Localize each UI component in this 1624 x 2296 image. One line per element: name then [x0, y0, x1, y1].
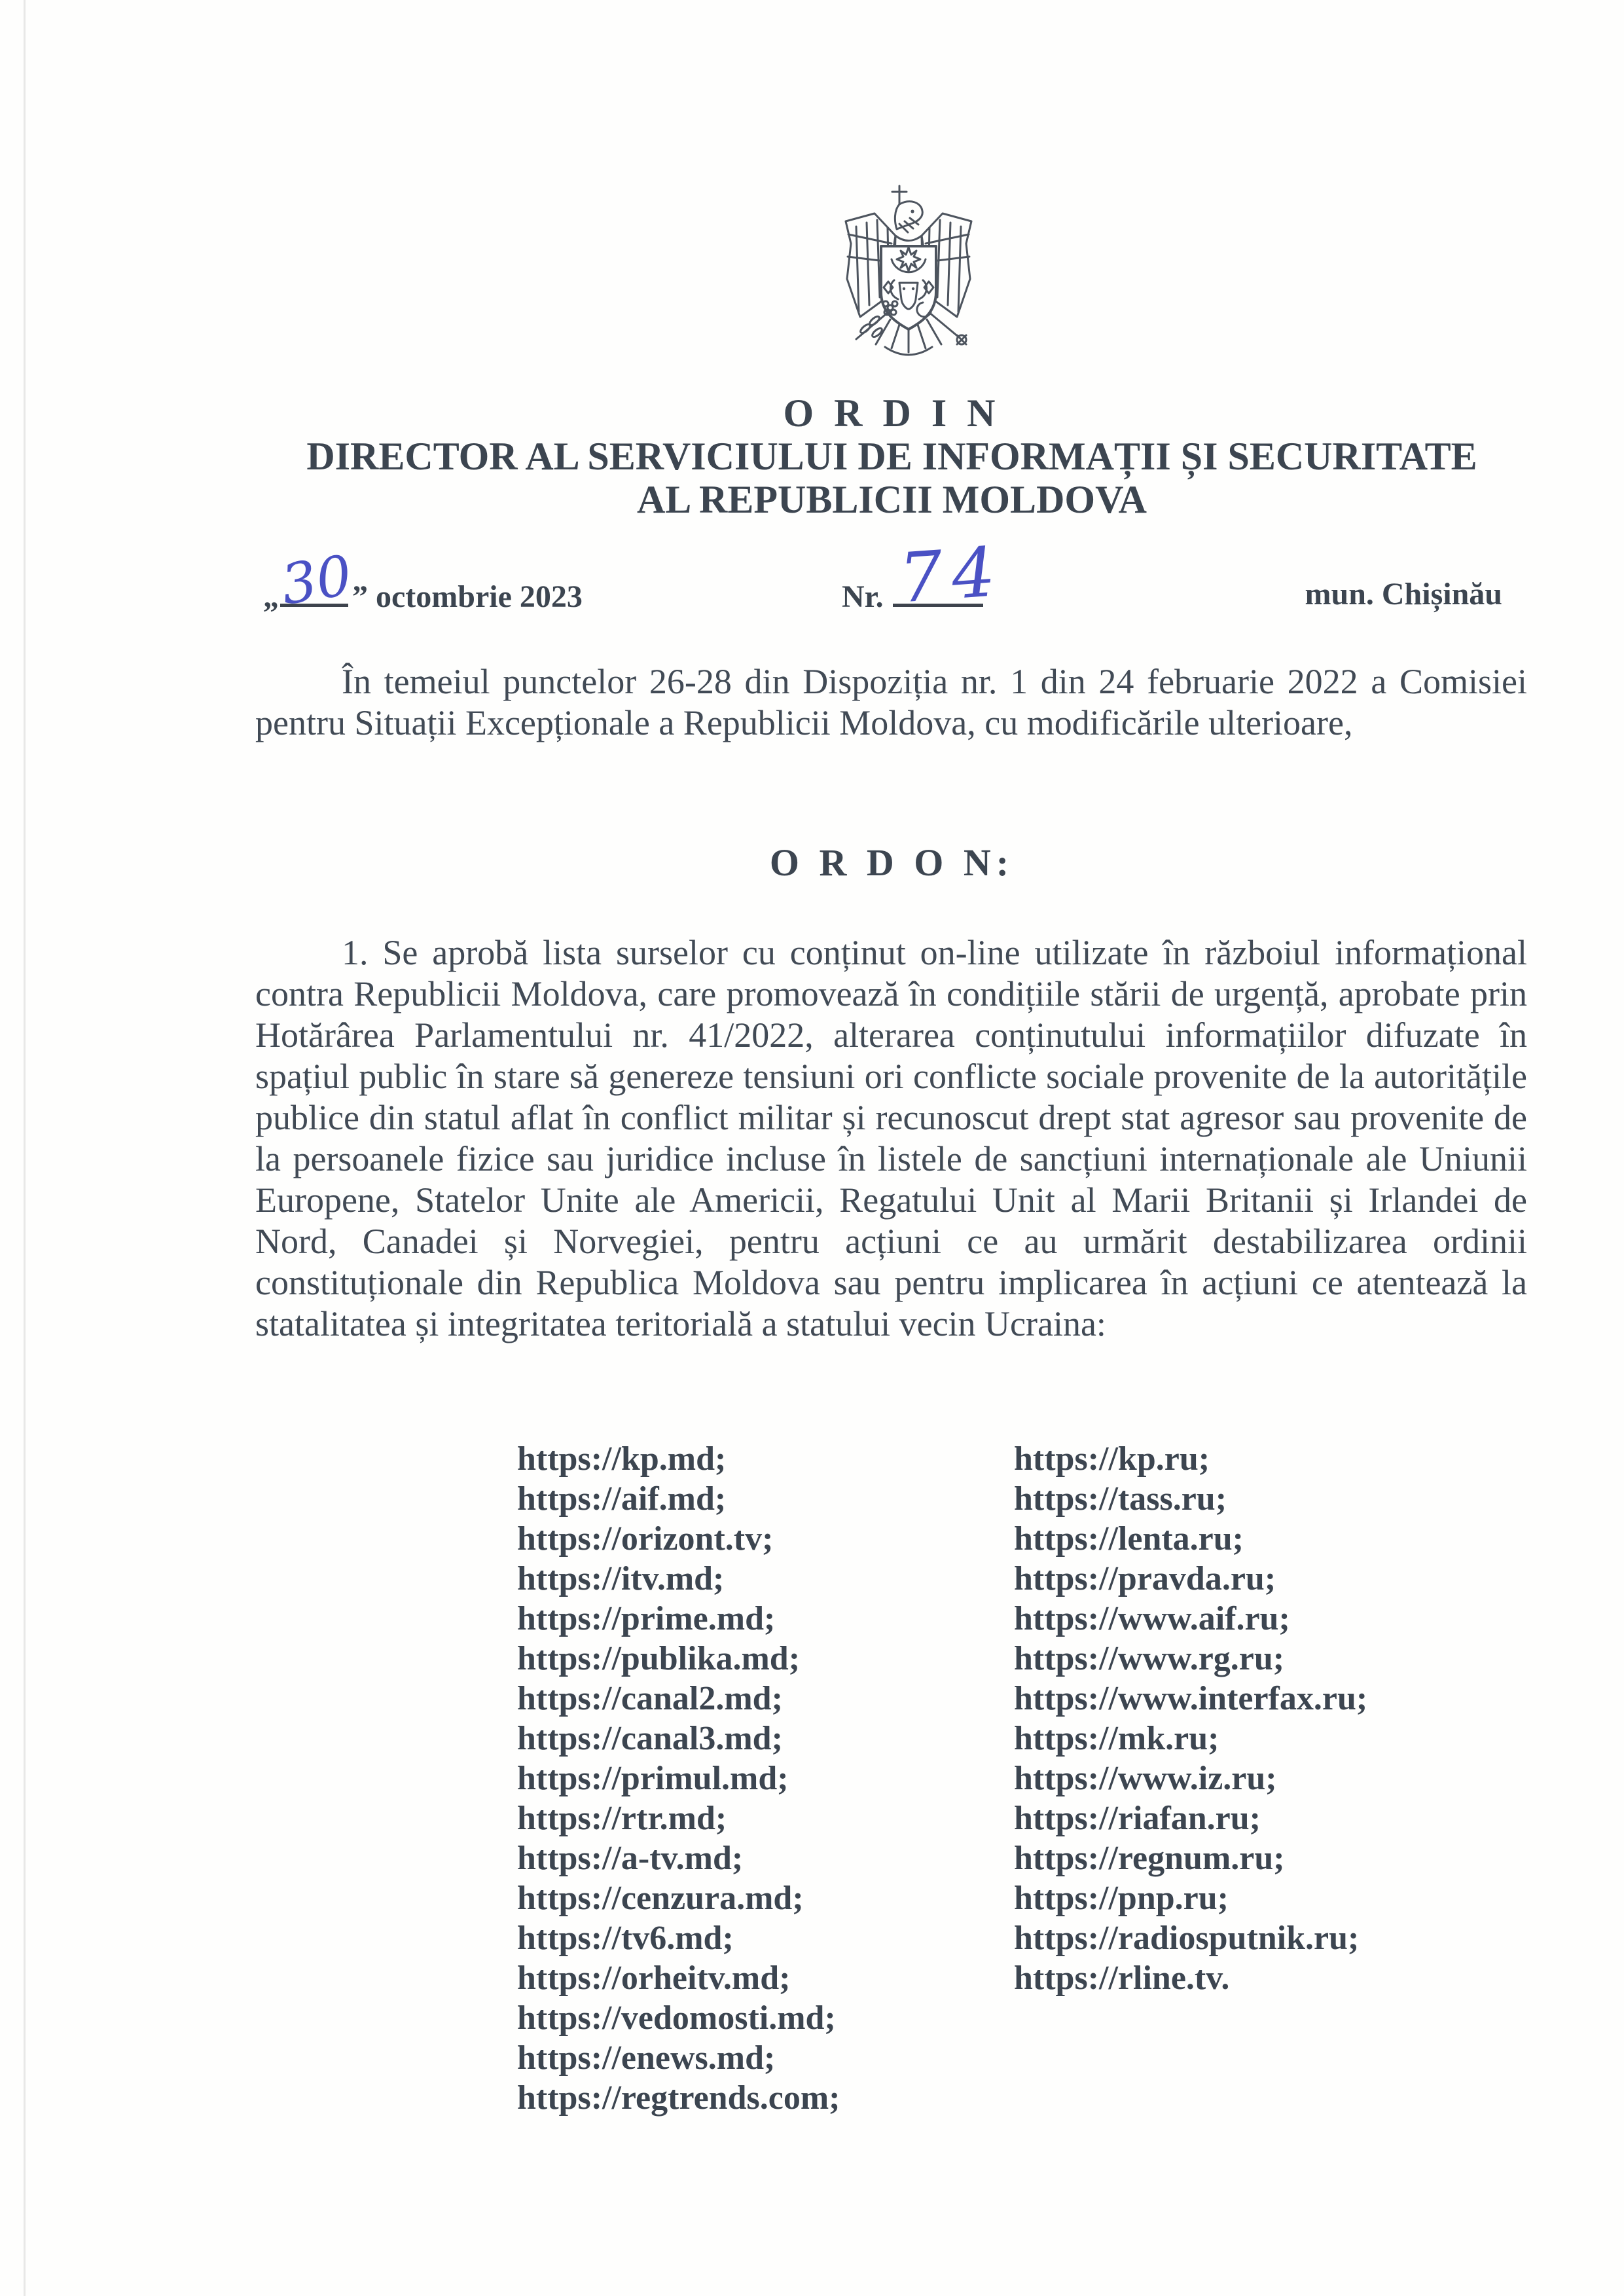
source-url: https://tass.ru; [1014, 1480, 1227, 1518]
source-url: https://prime.md; [517, 1600, 776, 1637]
source-url: https://canal2.md; [517, 1680, 783, 1717]
source-url: https://www.iz.ru; [1014, 1760, 1277, 1797]
source-url: https://www.interfax.ru; [1014, 1680, 1368, 1717]
moldova-coat-of-arms-icon [826, 182, 991, 357]
source-url: https://lenta.ru; [1014, 1520, 1244, 1558]
source-url: https://enews.md; [517, 2039, 776, 2077]
source-url: https://radiosputnik.ru; [1014, 1920, 1360, 1957]
source-url: https://orheitv.md; [517, 1959, 791, 1997]
source-url: https://www.aif.ru; [1014, 1600, 1290, 1637]
source-url: https://cenzura.md; [517, 1880, 804, 1917]
day-close-quote: ” [352, 579, 368, 614]
source-url: https://aif.md; [517, 1480, 727, 1518]
source-url: https://pnp.ru; [1014, 1880, 1229, 1917]
institution-title-line2: AL REPUBLICII MOLDOVA [636, 478, 1147, 521]
handwritten-number: 74 [896, 531, 1007, 619]
source-url: https://rtr.md; [517, 1800, 727, 1837]
date-field [263, 543, 583, 617]
place-label: mun. Chișinău [1305, 577, 1502, 611]
day-blank-line [276, 543, 356, 617]
source-url: https://regnum.ru; [1014, 1840, 1285, 1877]
day-open-quote: „ [263, 579, 279, 614]
document-heading [255, 392, 1528, 521]
sources-list-right [1014, 1439, 1367, 1998]
handwritten-day: 30 [276, 543, 356, 617]
source-url: https://www.rg.ru; [1014, 1640, 1285, 1677]
source-url: https://a-tv.md; [517, 1840, 744, 1877]
source-url: https://itv.md; [517, 1560, 725, 1597]
source-url: https://mk.ru; [1014, 1720, 1219, 1757]
source-url: https://rline.tv. [1014, 1959, 1230, 1997]
number-blank-line [893, 531, 1007, 619]
meta-row [255, 531, 1528, 619]
preamble-paragraph: În temeiul punctelor 26-28 din Dispoziția nr. 1 din 24 februarie 2022 a Comisiei pentru Situații Excepționale a Republicii Moldova, cu modificările ulterioare, [255, 662, 1527, 742]
source-url: https://riafan.ru; [1014, 1800, 1261, 1837]
source-url: https://regtrends.com; [517, 2079, 840, 2117]
institution-title-line1: DIRECTOR AL SERVICIULUI DE INFORMAȚII ȘI SECURITATE [306, 435, 1477, 478]
sources-list-left [517, 1439, 840, 2118]
source-url: https://kp.ru; [1014, 1440, 1210, 1478]
source-url: https://kp.md; [517, 1440, 727, 1478]
source-url: https://tv6.md; [517, 1920, 734, 1957]
article-1-paragraph: 1. Se aprobă lista surselor cu conținut on-line utilizate în războiul informațional contra Republicii Moldova, care promovează în condițiile stării de urgență, aprobate prin Hotărârea Parlamentului nr. 41/2022, alterarea conținutului informațiilor difuzate în spațiul public în stare să genereze tensiuni ori conflicte sociale provenite de la autoritățile publice din statul aflat în conflict militar și recunoscut drept stat agresor sau provenite de la persoanele fizice sau juridice incluse în listele de sancțiuni internaționale ale Uniunii Europene, Statelor Unite ale Americii, Regatului Unit al Marii Britanii și Irlandei de Nord, Canadei și Norvegiei, pentru acțiuni ce au urmărit destabilizarea ordinii constituționale din Republica Moldova sau pentru implicarea în acțiuni ce atentează la statalitatea și integritatea teritorială a statului vecin Ucraina: [255, 933, 1527, 1343]
source-url: https://publika.md; [517, 1640, 801, 1677]
source-url: https://primul.md; [517, 1760, 789, 1797]
order-title: O R D I N [783, 392, 1001, 435]
ordon-heading: O R D O N: [769, 841, 1015, 884]
source-url: https://vedomosti.md; [517, 1999, 836, 2037]
source-url: https://pravda.ru; [1014, 1560, 1276, 1597]
scan-edge-artifact [24, 0, 26, 2296]
source-url: https://canal3.md; [517, 1720, 783, 1757]
number-label: Nr. [842, 579, 884, 614]
source-url: https://orizont.tv; [517, 1520, 774, 1558]
date-month-year: octombrie 2023 [376, 579, 583, 614]
order-number-field [842, 531, 1007, 619]
